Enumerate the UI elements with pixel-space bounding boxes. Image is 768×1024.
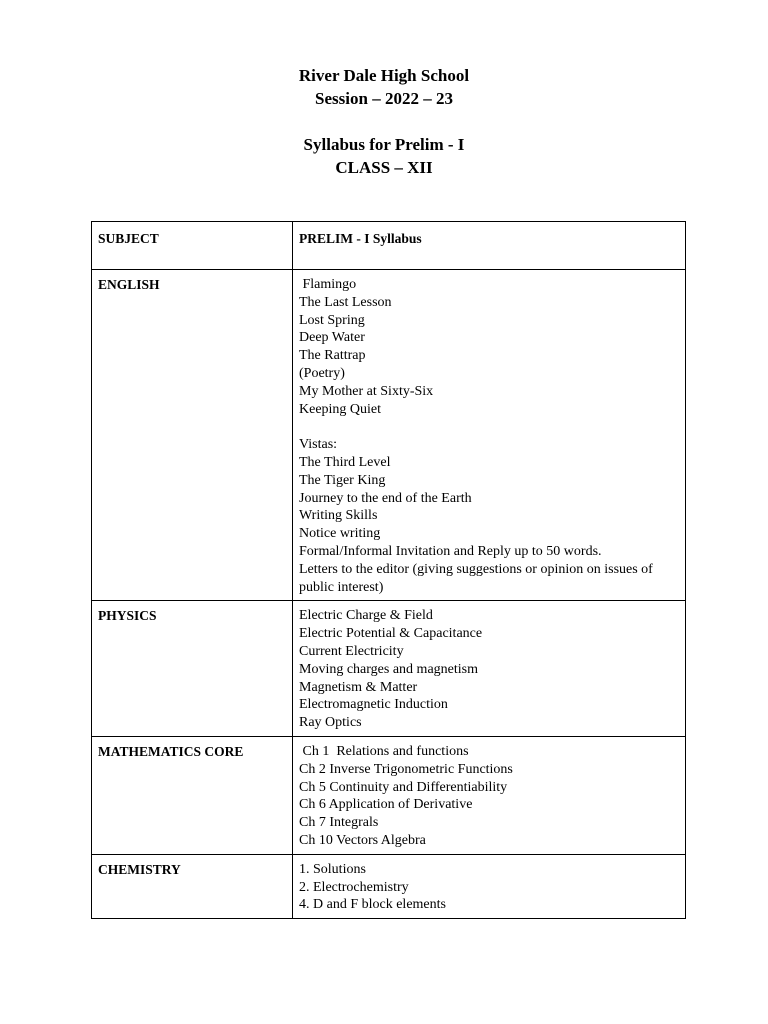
topic-item: Ch 7 Integrals [299, 815, 379, 831]
subject-name: CHEMISTRY [92, 854, 293, 918]
topic-item: Magnetism & Matter [299, 679, 418, 695]
topic-item: 2. Electrochemistry [299, 879, 409, 895]
syllabus-column-header: PRELIM - I Syllabus [293, 222, 686, 270]
topic-item: Ray Optics [299, 715, 362, 731]
school-name: River Dale High School [298, 66, 470, 85]
topic-item: The Last Lesson [299, 294, 392, 310]
subject-name: ENGLISH [92, 270, 293, 601]
topic-list [293, 601, 686, 737]
topic-item: Current Electricity [299, 643, 404, 659]
topic-item: Ch 10 Vectors Algebra [299, 832, 426, 848]
topic-item: Formal/Informal Invitation and Reply up to 50 words. [299, 543, 602, 559]
topic-item: Ch 2 Inverse Trigonometric Functions [299, 761, 513, 777]
topic-item: The Third Level [299, 454, 391, 470]
topic-item: The Rattrap [299, 348, 366, 364]
topic-item: Moving charges and magnetism [299, 661, 478, 677]
topic-item: Ch 6 Application of Derivative [299, 797, 473, 813]
topic-list [293, 270, 686, 601]
subject-name: PHYSICS [92, 601, 293, 737]
topic-item: Electric Potential & Capacitance [299, 626, 483, 642]
subject-name: MATHEMATICS CORE [92, 736, 293, 854]
topic-item: Lost Spring [299, 312, 365, 328]
session-label: Session – 2022 – 23 [315, 89, 453, 108]
topic-item: Ch 1 Relations and functions [299, 743, 469, 759]
table-header-row [92, 222, 686, 270]
table-row [92, 601, 686, 737]
topic-list [293, 854, 686, 918]
topic-list [293, 736, 686, 854]
table-row [92, 854, 686, 918]
topic-item: Flamingo [299, 277, 357, 292]
topic-item: Keeping Quiet [299, 401, 382, 417]
topic-item: Ch 5 Continuity and Differentiability [299, 779, 508, 795]
table-row [92, 270, 686, 601]
syllabus-table [91, 221, 686, 919]
topic-item: (Poetry) [299, 365, 345, 381]
syllabus-title: Syllabus for Prelim - I [303, 135, 465, 154]
topic-item: Deep Water [299, 330, 365, 346]
syllabus-table-body [92, 222, 686, 919]
topic-item: Electric Charge & Field [299, 608, 433, 624]
topic-spacer [299, 418, 679, 436]
topic-item: 4. D and F block elements [299, 897, 446, 913]
topic-item: The Tiger King [299, 472, 386, 488]
class-label: CLASS – XII [335, 158, 433, 177]
topic-item: Writing Skills [299, 508, 378, 524]
topic-item: My Mother at Sixty-Six [299, 383, 434, 399]
topic-item: Letters to the editor (giving suggestions or opinion on issues of public interest) [299, 561, 657, 595]
subject-column-header: SUBJECT [92, 222, 293, 270]
topic-item: Vistas: [299, 437, 338, 453]
table-row [92, 736, 686, 854]
topic-item: 1. Solutions [299, 861, 366, 877]
topic-item: Electromagnetic Induction [299, 697, 448, 713]
topic-item: Journey to the end of the Earth [299, 490, 472, 506]
topic-item: Notice writing [299, 526, 381, 542]
header-spacer [0, 110, 768, 133]
document-header [0, 64, 768, 179]
